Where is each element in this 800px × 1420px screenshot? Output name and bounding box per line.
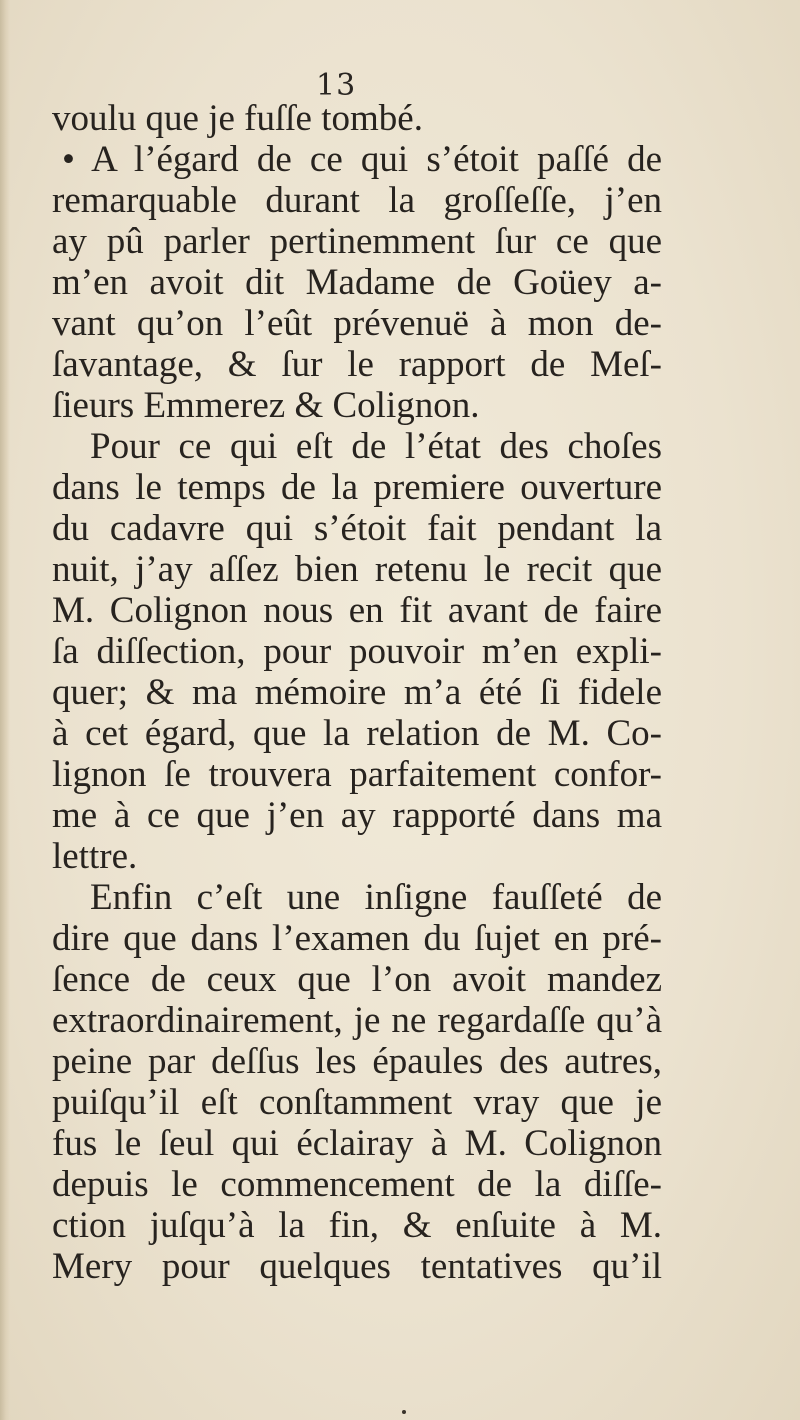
text-line: extraordinairement, je ne regardaſſe qu’à (52, 1000, 662, 1041)
text-line: fus le ſeul qui éclairay à M. Colignon (52, 1123, 662, 1164)
text-line: depuis le commencement de la diſſe- (52, 1164, 662, 1205)
text-line: ſa diſſection, pour pouvoir m’en expli- (52, 631, 662, 672)
text-line: Enfin c’eſt une inſigne fauſſeté de (90, 877, 662, 918)
text-line: M. Colignon nous en fit avant de faire (52, 590, 662, 631)
body-text (52, 98, 662, 1287)
text-line: • A l’égard de ce qui s’étoit paſſé de (62, 139, 662, 180)
text-line: puiſqu’il eſt conſtamment vray que je (52, 1082, 662, 1123)
text-line: lignon ſe trouvera parfaitement confor- (52, 754, 662, 795)
text-line: du cadavre qui s’étoit fait pendant la (52, 508, 662, 549)
text-line: nuit, j’ay aſſez bien retenu le recit que (52, 549, 662, 590)
text-line: Mery pour quelques tentatives qu’il (52, 1246, 662, 1287)
text-line: dire que dans l’examen du ſujet en pré- (52, 918, 662, 959)
text-line: quer; & ma mémoire m’a été ſi fidele (52, 672, 662, 713)
page-edge-shadow (0, 0, 10, 1420)
text-line: ſence de ceux que l’on avoit mandez (52, 959, 662, 1000)
text-line: vant qu’on l’eût prévenuë à mon de- (52, 303, 662, 344)
text-line: Pour ce qui eſt de l’état des choſes (90, 426, 662, 467)
text-line: ſavantage, & ſur le rapport de Meſ- (52, 344, 662, 385)
text-line: me à ce que j’en ay rapporté dans ma (52, 795, 662, 836)
text-line: voulu que je fuſſe tombé. (52, 98, 423, 139)
text-line: à cet égard, que la relation de M. Co- (52, 713, 662, 754)
printer-mark (402, 1410, 406, 1414)
text-line: ſieurs Emmerez & Colignon. (52, 385, 480, 426)
text-line: ction juſqu’à la fin, & enſuite à M. (52, 1205, 662, 1246)
text-line: remarquable durant la groſſeſſe, j’en (52, 180, 662, 221)
text-line: dans le temps de la premiere ouverture (52, 467, 662, 508)
text-line: lettre. (52, 836, 138, 877)
page-number: 13 (316, 68, 357, 103)
text-line: peine par deſſus les épaules des autres, (52, 1041, 662, 1082)
text-line: ay pû parler pertinemment ſur ce que (52, 221, 662, 262)
text-line: m’en avoit dit Madame de Goüey a- (52, 262, 662, 303)
